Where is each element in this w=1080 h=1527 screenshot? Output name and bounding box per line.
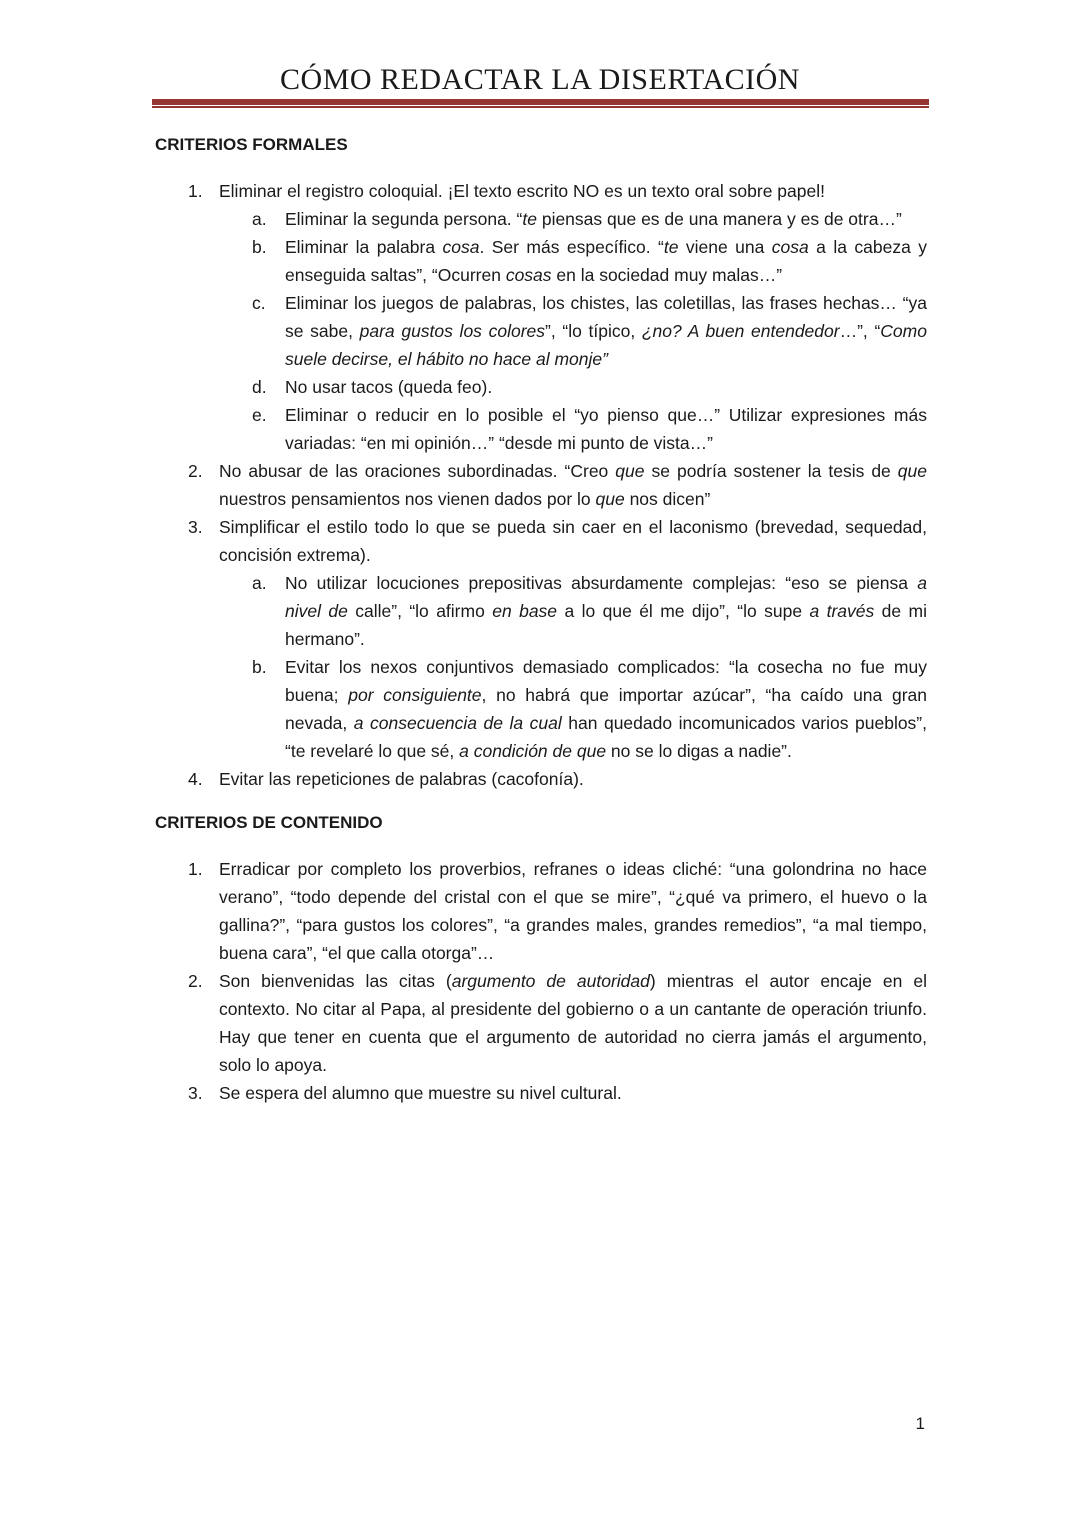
formales-item-1e — [155, 401, 927, 457]
list-number: 2. — [188, 461, 203, 481]
formales-item-1b: b. Eliminar la palabra cosa. Ser más específico. “te viene una cosa a la cabeza y enseguida saltas”, “Ocurren cosas en la sociedad muy malas…” — [155, 233, 927, 289]
list-number: 3. — [188, 1083, 203, 1103]
formales-item-3 — [155, 513, 927, 569]
section-heading-formales: CRITERIOS FORMALES — [155, 135, 348, 154]
item-text: Simplificar el estilo todo lo que se pueda sin caer en el laconismo (brevedad, sequedad, concisión extrema). — [219, 517, 927, 565]
list-number: 1. — [188, 859, 203, 879]
list-letter: c. — [252, 293, 266, 313]
title-underline-thin — [152, 106, 929, 108]
list-number: 3. — [188, 517, 203, 537]
list-number: 4. — [188, 769, 203, 789]
formales-item-3a: a. No utilizar locuciones prepositivas absurdamente complejas: “eso se piensa a nivel de calle”, “lo afirmo en base a lo que él me dijo”, “lo supe a través de mi hermano”. — [155, 569, 927, 653]
formales-item-1c: c. Eliminar los juegos de palabras, los chistes, las coletillas, las frases hechas… “ya se sabe, para gustos los colores”, “lo típico, ¿no? A buen entendedor…”, “Como suele decirse, el hábito no hace al monje” — [155, 289, 927, 373]
formales-item-1a: a. Eliminar la segunda persona. “te piensas que es de una manera y es de otra…” — [155, 205, 927, 233]
list-letter: a. — [252, 209, 267, 229]
formales-item-2: 2. No abusar de las oraciones subordinadas. “Creo que se podría sostener la tesis de que nuestros pensamientos nos vienen dados por lo que nos dicen” — [155, 457, 927, 513]
list-letter: a. — [252, 573, 267, 593]
list-number: 2. — [188, 971, 203, 991]
list-number: 1. — [188, 181, 203, 201]
list-letter: b. — [252, 657, 267, 677]
list-letter: e. — [252, 405, 267, 425]
section-heading-contenido: CRITERIOS DE CONTENIDO — [155, 813, 383, 832]
item-text: Eliminar o reducir en lo posible el “yo pienso que…” Utilizar expresiones más variadas: “en mi opinión…” “desde mi punto de vista…” — [285, 405, 927, 453]
formales-item-3b: b. Evitar los nexos conjuntivos demasiado complicados: “la cosecha no fue muy buena; por consiguiente, no habrá que importar azúcar”, “ha caído una gran nevada, a consecuencia de la cual han quedado incomunicados varios pueblos”, “te revelaré lo que sé, a condición de que no se lo digas a nadie”. — [155, 653, 927, 765]
item-text: Erradicar por completo los proverbios, refranes o ideas cliché: “una golondrina no hace verano”, “todo depende del cristal con el que se mire”, “¿qué va primero, el huevo o la gallina?”, “para gustos los colores”, “a grandes males, grandes remedios”, “a mal tiempo, buena cara”, “el que calla otorga”… — [219, 859, 927, 963]
contenido-item-3 — [155, 1079, 927, 1107]
item-text: Eliminar el registro coloquial. ¡El texto escrito NO es un texto oral sobre papel! — [219, 181, 825, 201]
item-text: Se espera del alumno que muestre su nivel cultural. — [219, 1083, 622, 1103]
page-title: CÓMO REDACTAR LA DISERTACIÓN — [280, 63, 800, 96]
formales-item-1 — [155, 177, 927, 205]
formales-item-4 — [155, 765, 927, 793]
title-underline-thick — [152, 99, 929, 105]
contenido-item-2: 2. Son bienvenidas las citas (argumento de autoridad) mientras el autor encaje en el contexto. No citar al Papa, al presidente del gobierno o a un cantante de operación triunfo. Hay que tener en cuenta que el argumento de autoridad no cierra jamás el argumento, solo lo apoya. — [155, 967, 927, 1079]
contenido-item-1 — [155, 855, 927, 967]
item-text: No usar tacos (queda feo). — [285, 377, 493, 397]
document-body — [155, 131, 927, 1107]
page-number: 1 — [915, 1414, 925, 1433]
item-text: Evitar las repeticiones de palabras (cacofonía). — [219, 769, 584, 789]
list-letter: d. — [252, 377, 267, 397]
list-letter: b. — [252, 237, 267, 257]
formales-item-1d — [155, 373, 927, 401]
